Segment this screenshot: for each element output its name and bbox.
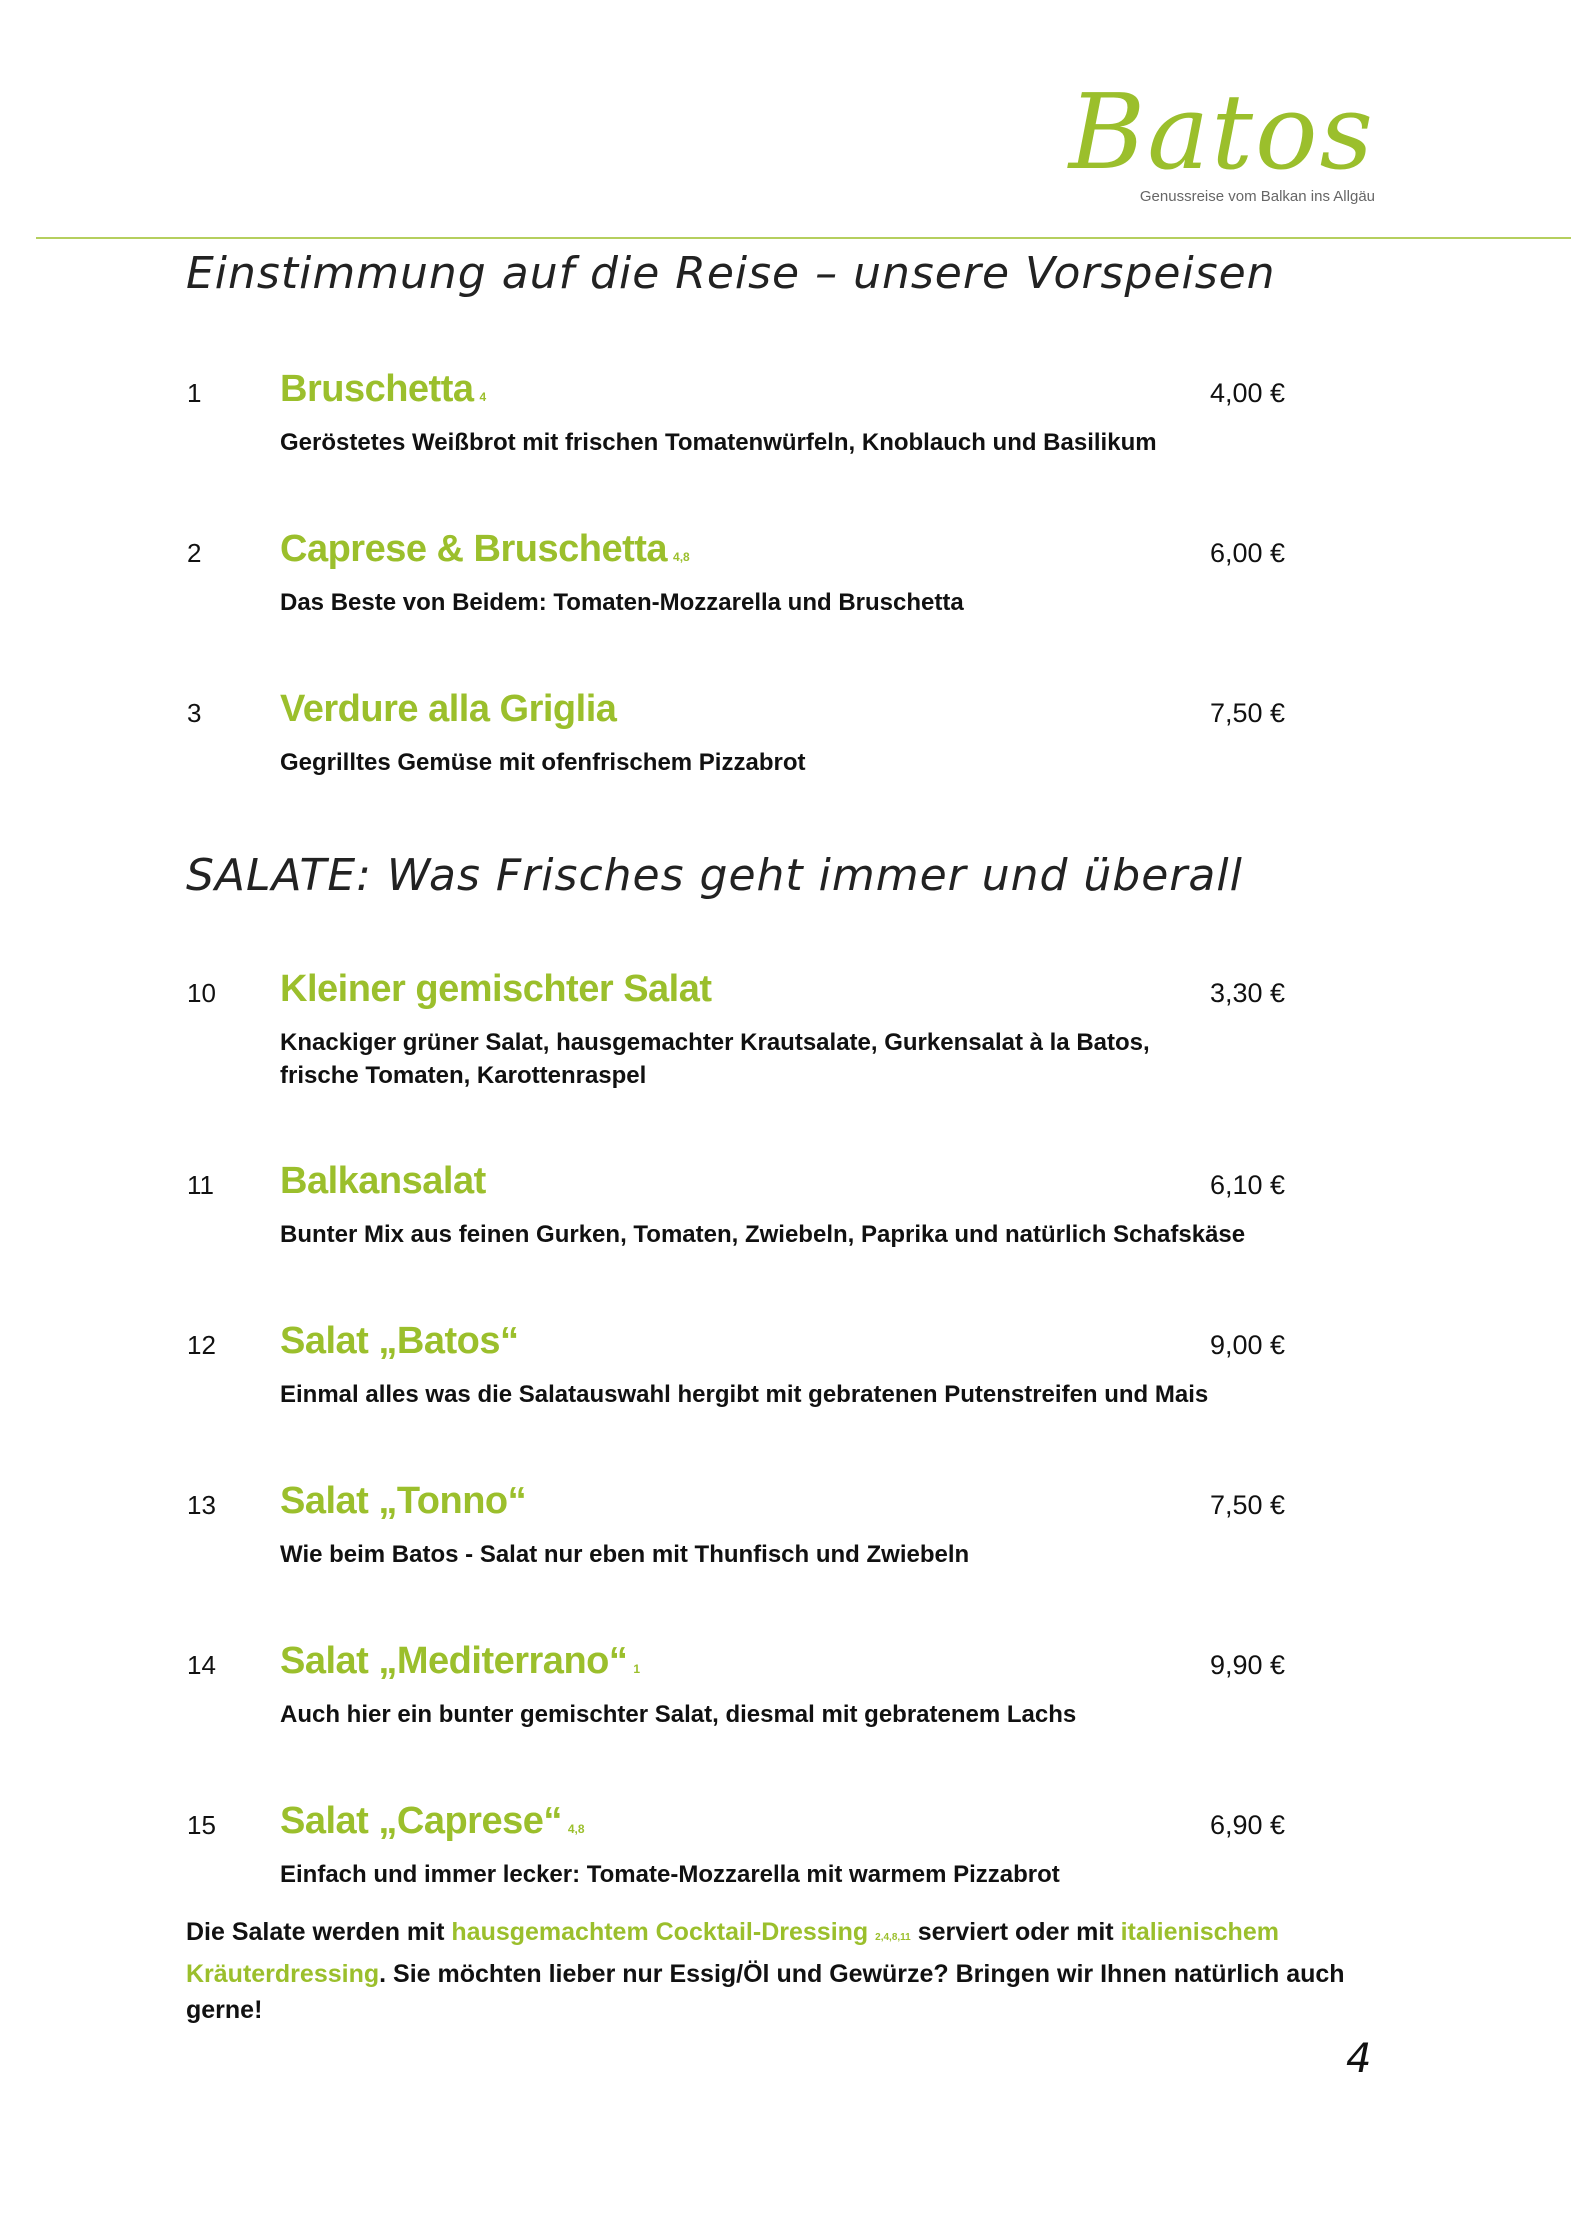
item-number: 14 xyxy=(187,1650,216,1680)
item-number: 1 xyxy=(187,378,202,408)
item-number: 15 xyxy=(187,1810,216,1840)
item-price: 4,00 € xyxy=(1210,378,1286,408)
allergen-code: 4,8 xyxy=(673,550,690,564)
item-description: Auch hier ein bunter gemischter Salat, diesmal mit gebratenem Lachs xyxy=(280,1701,1077,1728)
item-name: Bruschetta 4 xyxy=(280,368,487,410)
item-price: 9,90 € xyxy=(1210,1650,1286,1680)
allergen-code: 4 xyxy=(479,390,487,404)
item-name: Caprese & Bruschetta 4,8 xyxy=(280,528,690,570)
item-name: Verdure alla Griglia xyxy=(280,688,617,730)
dressing-note: Die Salate werden mit hausgemachtem Cocktail-Dressing 2,4,8,11 serviert oder mit italienischem Kräuterdressing. Sie möchten lieber nur Essig/Öl und Gewürze? Bringen wir Ihnen natürlich auch gerne! xyxy=(186,1918,1345,2024)
item-price: 7,50 € xyxy=(1210,698,1286,728)
allergen-code: 2,4,8,11 xyxy=(875,1932,911,1943)
item-description: Einfach und immer lecker: Tomate-Mozzarella mit warmem Pizzabrot xyxy=(280,1861,1060,1888)
item-description: Wie beim Batos - Salat nur eben mit Thunfisch und Zwiebeln xyxy=(280,1541,970,1568)
item-description: Gegrilltes Gemüse mit ofenfrischem Pizzabrot xyxy=(280,749,806,776)
item-number: 13 xyxy=(187,1490,216,1520)
item-number: 2 xyxy=(187,538,202,568)
item-name: Salat „Mediterrano“ 1 xyxy=(280,1640,641,1682)
item-price: 7,50 € xyxy=(1210,1490,1286,1520)
section-title-salads: SALATE: Was Frisches geht immer und überall xyxy=(186,850,1243,901)
item-number: 11 xyxy=(187,1170,214,1200)
item-name: Kleiner gemischter Salat xyxy=(280,968,712,1010)
brand-tagline: Genussreise vom Balkan ins Allgäu xyxy=(1139,188,1375,205)
item-name: Salat „Batos“ xyxy=(280,1320,519,1362)
item-description: Knackiger grüner Salat, hausgemachter Krautsalate, Gurkensalat à la Batos, frische Tomaten, Karottenraspel xyxy=(280,1029,1150,1089)
page-number: 4 xyxy=(1346,2036,1372,2082)
item-name: Balkansalat xyxy=(280,1160,486,1202)
brand-logo xyxy=(1068,71,1375,205)
item-price: 6,10 € xyxy=(1210,1170,1286,1200)
item-price: 9,00 € xyxy=(1210,1330,1286,1360)
header-divider xyxy=(36,237,1571,239)
item-description: Einmal alles was die Salatauswahl hergibt mit gebratenen Putenstreifen und Mais xyxy=(280,1381,1209,1408)
allergen-code: 4,8 xyxy=(567,1822,585,1836)
item-price: 6,90 € xyxy=(1210,1810,1286,1840)
dressing-herb: italienischem Kräuterdressing xyxy=(186,1918,1279,1988)
item-price: 6,00 € xyxy=(1210,538,1286,568)
item-number: 10 xyxy=(187,978,216,1008)
item-price: 3,30 € xyxy=(1210,978,1286,1008)
item-description: Geröstetes Weißbrot mit frischen Tomatenwürfeln, Knoblauch und Basilikum xyxy=(280,429,1157,456)
item-name: Salat „Tonno“ xyxy=(280,1480,527,1522)
item-number: 3 xyxy=(187,698,202,728)
brand-name: Batos xyxy=(1068,71,1375,193)
item-description: Das Beste von Beidem: Tomaten-Mozzarella und Bruschetta xyxy=(280,589,964,616)
item-number: 12 xyxy=(187,1330,216,1360)
dressing-cocktail: hausgemachtem Cocktail-Dressing xyxy=(451,1918,869,1946)
section-title-starters: Einstimmung auf die Reise – unsere Vorspeisen xyxy=(186,248,1276,299)
item-name: Salat „Caprese“ 4,8 xyxy=(280,1800,585,1842)
item-description: Bunter Mix aus feinen Gurken, Tomaten, Zwiebeln, Paprika und natürlich Schafskäse xyxy=(280,1221,1246,1248)
allergen-code: 1 xyxy=(633,1662,641,1676)
